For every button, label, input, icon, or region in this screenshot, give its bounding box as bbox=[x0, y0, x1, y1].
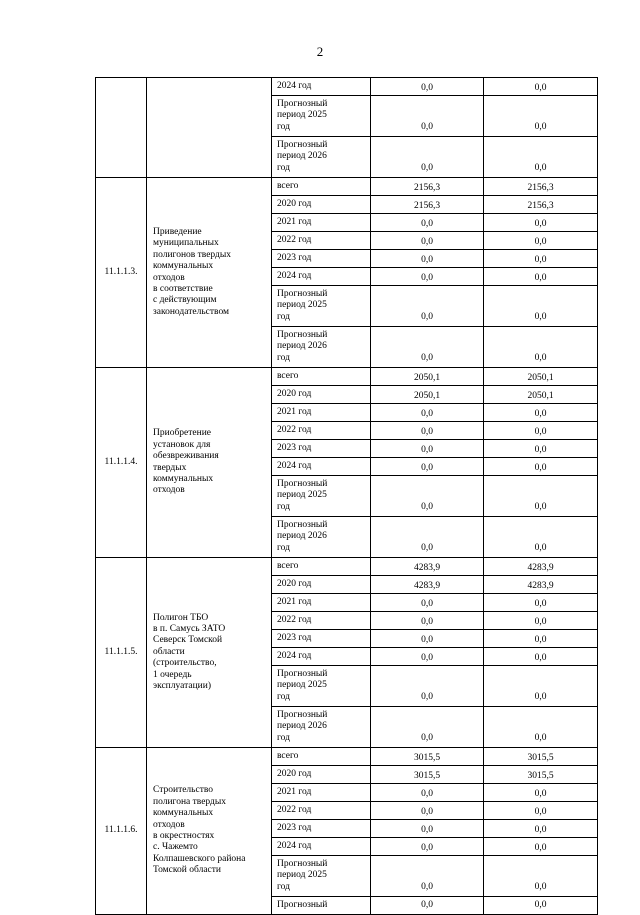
value-total: 0,0 bbox=[371, 802, 484, 820]
measure-code: 11.1.1.4. bbox=[96, 368, 147, 558]
period-cell bbox=[272, 137, 371, 178]
value-total: 0,0 bbox=[371, 440, 484, 458]
measure-name-cell bbox=[147, 368, 272, 558]
value-budget: 0,0 bbox=[484, 404, 598, 422]
period-label: 2021 год bbox=[277, 596, 312, 607]
value-budget: 2050,1 bbox=[484, 368, 598, 386]
value-total: 0,0 bbox=[371, 838, 484, 856]
period-label: 2022 год bbox=[277, 234, 312, 245]
table-row bbox=[96, 558, 598, 576]
value-total: 0,0 bbox=[371, 666, 484, 707]
period-cell bbox=[272, 214, 371, 232]
value-total: 0,0 bbox=[371, 517, 484, 558]
period-label: 2021 год bbox=[277, 786, 312, 797]
period-cell bbox=[272, 838, 371, 856]
period-cell bbox=[272, 250, 371, 268]
value-budget: 0,0 bbox=[484, 422, 598, 440]
value-budget: 0,0 bbox=[484, 820, 598, 838]
period-label: 2020 год bbox=[277, 578, 312, 589]
measure-name-cell bbox=[147, 178, 272, 368]
value-total: 0,0 bbox=[371, 630, 484, 648]
value-budget: 0,0 bbox=[484, 707, 598, 748]
period-cell bbox=[272, 286, 371, 327]
value-total: 0,0 bbox=[371, 96, 484, 137]
value-total: 0,0 bbox=[371, 856, 484, 897]
period-cell bbox=[272, 440, 371, 458]
value-total: 0,0 bbox=[371, 458, 484, 476]
value-budget: 0,0 bbox=[484, 612, 598, 630]
period-cell bbox=[272, 96, 371, 137]
period-label: 2020 год bbox=[277, 388, 312, 399]
period-label: 2023 год bbox=[277, 252, 312, 263]
value-total: 0,0 bbox=[371, 612, 484, 630]
period-cell bbox=[272, 268, 371, 286]
period-label: 2024 год bbox=[277, 80, 312, 91]
period-cell bbox=[272, 232, 371, 250]
value-budget: 3015,5 bbox=[484, 766, 598, 784]
period-label: Прогнозный период 2025 год bbox=[277, 478, 328, 512]
value-total: 0,0 bbox=[371, 897, 484, 915]
table-row bbox=[96, 368, 598, 386]
value-budget: 0,0 bbox=[484, 286, 598, 327]
value-total: 2156,3 bbox=[371, 178, 484, 196]
value-total: 0,0 bbox=[371, 707, 484, 748]
value-total: 0,0 bbox=[371, 78, 484, 96]
value-budget: 0,0 bbox=[484, 802, 598, 820]
period-cell bbox=[272, 458, 371, 476]
period-label: 2024 год bbox=[277, 270, 312, 281]
value-budget: 0,0 bbox=[484, 897, 598, 915]
value-budget: 0,0 bbox=[484, 856, 598, 897]
period-label: 2023 год bbox=[277, 822, 312, 833]
value-budget: 0,0 bbox=[484, 268, 598, 286]
value-budget: 2156,3 bbox=[484, 196, 598, 214]
period-cell bbox=[272, 856, 371, 897]
table-row bbox=[96, 78, 598, 96]
period-label: всего bbox=[277, 560, 299, 571]
value-budget: 0,0 bbox=[484, 214, 598, 232]
value-total: 2050,1 bbox=[371, 386, 484, 404]
value-budget: 4283,9 bbox=[484, 558, 598, 576]
period-cell bbox=[272, 648, 371, 666]
measure-name: Приобретение установок для обезвреживания твердых коммунальных отходов bbox=[153, 428, 219, 496]
period-label: Прогнозный период 2026 год bbox=[277, 519, 328, 553]
period-cell bbox=[272, 802, 371, 820]
period-label: Прогнозный период 2025 год bbox=[277, 858, 328, 892]
value-total: 0,0 bbox=[371, 327, 484, 368]
period-label: 2024 год bbox=[277, 650, 312, 661]
value-total: 0,0 bbox=[371, 784, 484, 802]
measure-name-cell bbox=[147, 558, 272, 748]
period-label: Прогнозный период 2026 год bbox=[277, 709, 328, 743]
period-label: всего bbox=[277, 180, 299, 191]
measure-name: Полигон ТБО в п. Самусь ЗАТО Северск Томской области (строительство, 1 очередь эксплуатации) bbox=[153, 612, 226, 691]
value-budget: 3015,5 bbox=[484, 748, 598, 766]
value-total: 4283,9 bbox=[371, 576, 484, 594]
value-budget: 0,0 bbox=[484, 476, 598, 517]
period-cell bbox=[272, 630, 371, 648]
period-label: 2022 год bbox=[277, 614, 312, 625]
value-budget: 0,0 bbox=[484, 458, 598, 476]
value-total: 0,0 bbox=[371, 268, 484, 286]
period-label: всего bbox=[277, 750, 299, 761]
value-budget: 0,0 bbox=[484, 232, 598, 250]
value-budget: 0,0 bbox=[484, 648, 598, 666]
value-total: 0,0 bbox=[371, 214, 484, 232]
period-label: 2022 год bbox=[277, 424, 312, 435]
value-total: 0,0 bbox=[371, 250, 484, 268]
period-cell bbox=[272, 707, 371, 748]
measure-code bbox=[96, 78, 147, 178]
period-label: Прогнозный bbox=[277, 899, 328, 910]
value-budget: 0,0 bbox=[484, 327, 598, 368]
period-label: 2021 год bbox=[277, 216, 312, 227]
period-label: 2020 год bbox=[277, 768, 312, 779]
value-total: 2050,1 bbox=[371, 368, 484, 386]
page-number: 2 bbox=[316, 44, 324, 59]
measure-code: 11.1.1.3. bbox=[96, 178, 147, 368]
measure-name-cell bbox=[147, 748, 272, 915]
period-cell bbox=[272, 897, 371, 915]
period-label: 2023 год bbox=[277, 632, 312, 643]
measure-name: Приведение муниципальных полигонов твердых коммунальных отходов в соответствие с действующим законодательством bbox=[153, 226, 232, 317]
value-total: 2156,3 bbox=[371, 196, 484, 214]
measure-name: Строительство полигона твердых коммунальных отходов в окрестностях с. Чажемто Колпашевского района Томской области bbox=[153, 785, 246, 876]
value-budget: 0,0 bbox=[484, 440, 598, 458]
value-budget: 0,0 bbox=[484, 630, 598, 648]
period-label: 2021 год bbox=[277, 406, 312, 417]
period-label: Прогнозный период 2025 год bbox=[277, 288, 328, 322]
value-budget: 0,0 bbox=[484, 137, 598, 178]
period-cell bbox=[272, 784, 371, 802]
value-total: 0,0 bbox=[371, 286, 484, 327]
value-budget: 0,0 bbox=[484, 250, 598, 268]
period-label: 2024 год bbox=[277, 460, 312, 471]
value-total: 0,0 bbox=[371, 594, 484, 612]
value-total: 0,0 bbox=[371, 137, 484, 178]
measure-code: 11.1.1.6. bbox=[96, 748, 147, 915]
period-label: Прогнозный период 2026 год bbox=[277, 329, 328, 363]
period-label: Прогнозный период 2026 год bbox=[277, 139, 328, 173]
period-cell bbox=[272, 476, 371, 517]
period-cell bbox=[272, 612, 371, 630]
table-body bbox=[96, 78, 598, 915]
period-label: Прогнозный период 2025 год bbox=[277, 98, 328, 132]
financing-table bbox=[95, 77, 598, 915]
period-label: Прогнозный период 2025 год bbox=[277, 668, 328, 702]
value-budget: 0,0 bbox=[484, 666, 598, 707]
value-budget: 4283,9 bbox=[484, 576, 598, 594]
value-budget: 2156,3 bbox=[484, 178, 598, 196]
period-cell bbox=[272, 78, 371, 96]
period-label: всего bbox=[277, 370, 299, 381]
measure-code: 11.1.1.5. bbox=[96, 558, 147, 748]
period-label: 2020 год bbox=[277, 198, 312, 209]
period-cell bbox=[272, 594, 371, 612]
value-budget: 0,0 bbox=[484, 594, 598, 612]
value-budget: 0,0 bbox=[484, 517, 598, 558]
value-total: 3015,5 bbox=[371, 748, 484, 766]
value-total: 4283,9 bbox=[371, 558, 484, 576]
period-cell bbox=[272, 820, 371, 838]
period-cell bbox=[272, 517, 371, 558]
value-total: 3015,5 bbox=[371, 766, 484, 784]
period-cell bbox=[272, 576, 371, 594]
value-total: 0,0 bbox=[371, 648, 484, 666]
value-budget: 0,0 bbox=[484, 784, 598, 802]
period-cell bbox=[272, 178, 371, 196]
value-total: 0,0 bbox=[371, 476, 484, 517]
table-row bbox=[96, 178, 598, 196]
value-total: 0,0 bbox=[371, 422, 484, 440]
period-label: 2024 год bbox=[277, 840, 312, 851]
value-total: 0,0 bbox=[371, 404, 484, 422]
measure-name-cell bbox=[147, 78, 272, 178]
period-label: 2023 год bbox=[277, 442, 312, 453]
table-row bbox=[96, 748, 598, 766]
period-cell bbox=[272, 368, 371, 386]
period-cell bbox=[272, 422, 371, 440]
period-cell bbox=[272, 386, 371, 404]
period-cell bbox=[272, 327, 371, 368]
value-total: 0,0 bbox=[371, 820, 484, 838]
value-budget: 0,0 bbox=[484, 96, 598, 137]
value-total: 0,0 bbox=[371, 232, 484, 250]
period-cell bbox=[272, 766, 371, 784]
period-cell bbox=[272, 748, 371, 766]
value-budget: 2050,1 bbox=[484, 386, 598, 404]
period-cell bbox=[272, 196, 371, 214]
period-cell bbox=[272, 558, 371, 576]
period-cell bbox=[272, 666, 371, 707]
period-cell bbox=[272, 404, 371, 422]
period-label: 2022 год bbox=[277, 804, 312, 815]
value-budget: 0,0 bbox=[484, 838, 598, 856]
value-budget: 0,0 bbox=[484, 78, 598, 96]
